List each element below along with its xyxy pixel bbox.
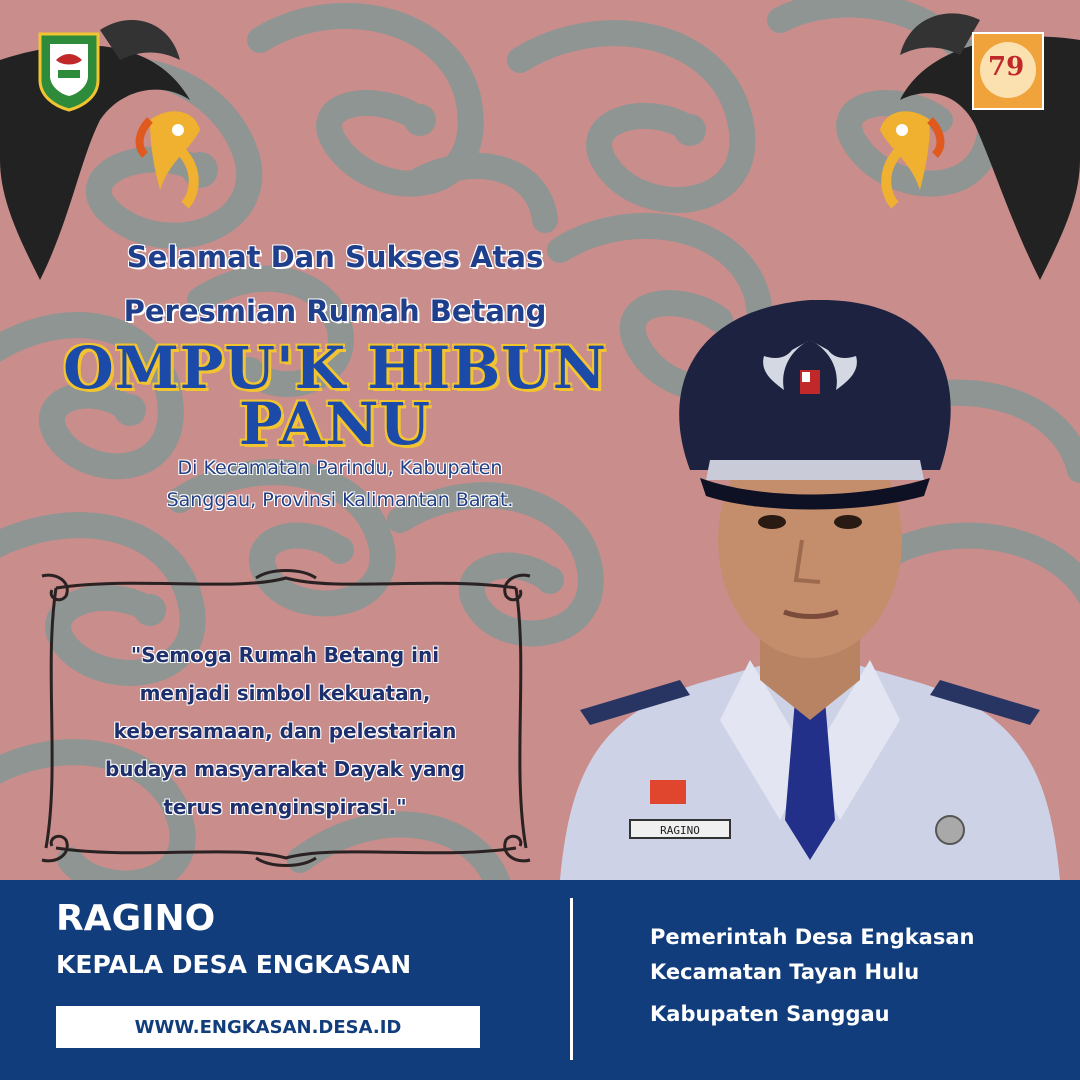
gov-line-3: Kabupaten Sanggau [650, 1002, 890, 1026]
portrait-photo [540, 300, 1080, 880]
location-line-2: Sanggau, Provinsi Kalimantan Barat. [166, 489, 514, 511]
quote-line-1: "Semoga Rumah Betang ini [130, 643, 440, 667]
quote-line-5: terus menginspirasi." [163, 795, 407, 819]
quote-line-4: budaya masyarakat Dayak yang [104, 757, 466, 781]
name-tag: RAGINO [660, 824, 700, 837]
website-link[interactable]: WWW.ENGKASAN.DESA.ID [134, 1016, 402, 1038]
betang-name-line-2: PANU [239, 390, 431, 458]
location-line-1: Di Kecamatan Parindu, Kabupaten [177, 457, 503, 479]
gov-line-2: Kecamatan Tayan Hulu [650, 960, 920, 984]
betang-name-line-1: OMPU'K HIBUN [63, 334, 607, 402]
district-emblem-icon [36, 30, 102, 112]
person-title: KEPALA DESA ENGKASAN [56, 950, 412, 979]
person-name: RAGINO [56, 898, 216, 939]
website-box [56, 1006, 480, 1048]
quote-line-3: kebersamaan, dan pelestarian [113, 719, 457, 743]
quote-line-2: menjadi simbol kekuatan, [139, 681, 431, 705]
footer-divider [570, 898, 573, 1060]
headline-line-2: Peresmian Rumah Betang [123, 294, 547, 328]
gov-line-1: Pemerintah Desa Engkasan [650, 925, 975, 949]
location-text [90, 452, 590, 516]
headline-line-1: Selamat Dan Sukses Atas [126, 240, 544, 274]
quote-text [50, 636, 520, 826]
anniversary-logo-icon: 79 [972, 32, 1044, 110]
